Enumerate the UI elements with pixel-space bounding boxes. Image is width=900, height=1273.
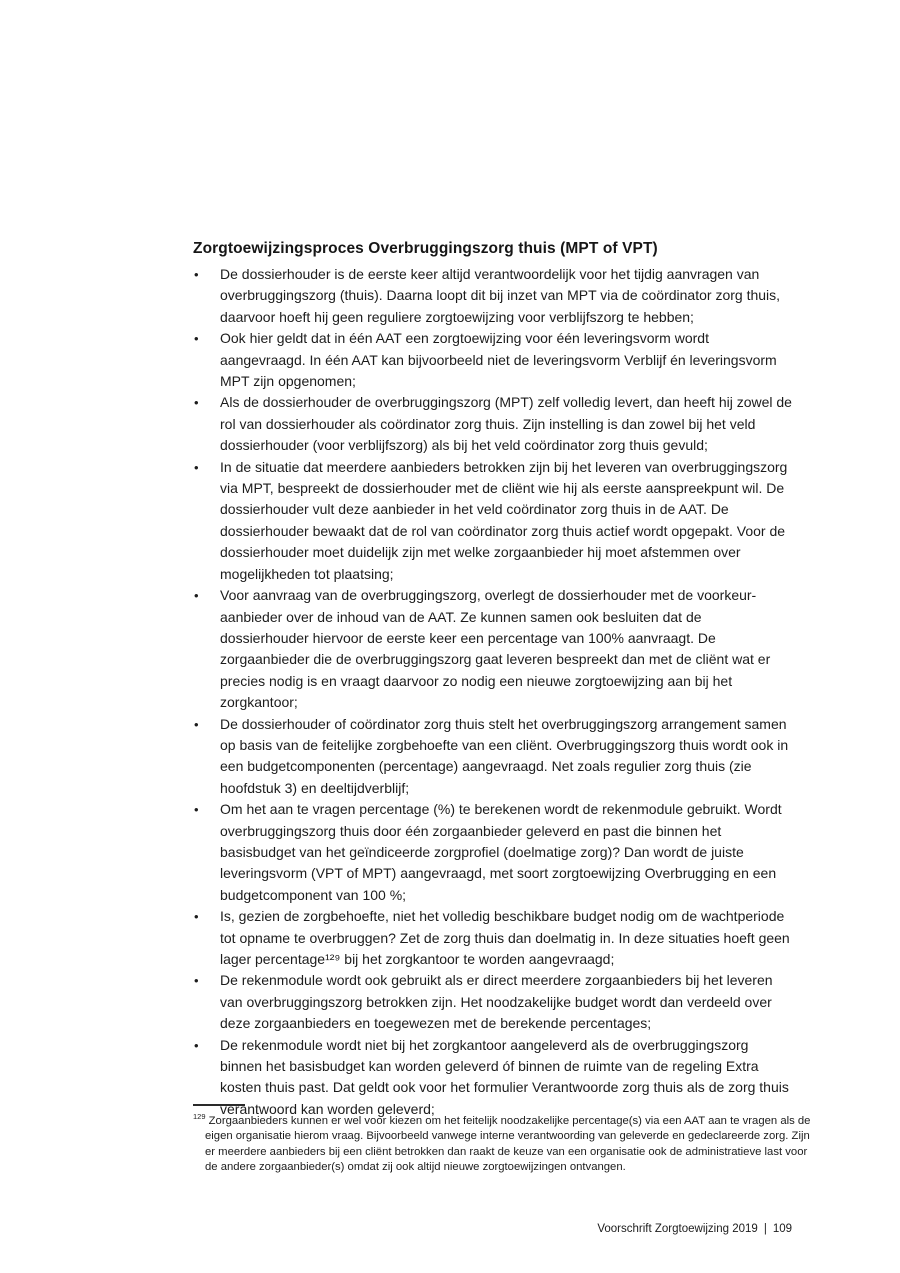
bullet-icon: • [194,909,199,925]
page-content [193,238,794,1120]
bullet-list [193,264,794,1120]
list-item-text: Ook hier geldt dat in één AAT een zorgtoewijzing voor één leveringsvorm wordt aangevraagd. In één AAT kan bijvoorbeeld niet de leveringsvorm Verblijf én leveringsvorm MPT zijn opgenomen; [220,330,777,390]
list-item [193,799,794,906]
page-footer [597,1222,792,1236]
footnote [193,1114,815,1176]
footnote-section [193,1104,815,1176]
list-item-text: De dossierhouder of coördinator zorg thuis stelt het overbruggingszorg arrangement samen op basis van de feitelijke zorgbehoefte van een cliënt. Overbruggingszorg thuis wordt ook in een budgetcomponenten (percentage) aangevraagd. Net zoals regulier zorg thuis (zie hoofdstuk 3) en deeltijdverblijf; [220,715,789,796]
bullet-icon: • [194,973,199,989]
bullet-icon: • [194,1037,199,1053]
footnote-text: Zorgaanbieders kunnen er wel voor kiezen om het feitelijk noodzakelijke percentage(s) via een AAT aan te vragen als de eigen organisatie hierom vraag. Bijvoorbeeld vanwege interne verantwoording van geleverde en gedeclareerde zorg. Zijn er meerdere aanbieders bij een cliënt betrokken dan raakt de keuze van een organisatie ook de administratieve last voor de andere zorgaanbieder(s) omdat zij ook altijd nieuwe zorgtoewijzingen ontvangen. [205,1115,811,1174]
bullet-icon: • [194,331,199,347]
footnote-separator-rule [193,1104,245,1106]
list-item-text: In de situatie dat meerdere aanbieders betrokken zijn bij het leveren van overbruggingszorg via MPT, bespreekt de dossierhouder met de cliënt wie hij als eerste aanspreekpunt wil. De dossierhouder vult deze aanbieder in het veld coördinator zorg thuis in de AAT. De dossierhouder bewaakt dat de rol van coördinator zorg thuis actief wordt opgepakt. Voor de dossierhouder moet duidelijk zijn met welke zorgaanbieder hij moet afstemmen over mogelijkheden tot plaatsing; [220,458,788,582]
section-heading: Zorgtoewijzingsproces Overbruggingszorg thuis (MPT of VPT) [193,240,658,257]
list-item-text: Om het aan te vragen percentage (%) te berekenen wordt de rekenmodule gebruikt. Wordt overbruggingszorg thuis door één zorgaanbieder geleverd en past die binnen het basisbudget van het geïndiceerde zorgprofiel (doelmatige zorg)? Dan wordt de juiste leveringsvorm (VPT of MPT) aangevraagd, met soort zorgtoewijzing Overbrugging en een budgetcomponent van 100 %; [220,801,782,903]
footer-page-number: 109 [772,1223,792,1235]
list-item [193,714,794,800]
footer-doc-title: Voorschrift Zorgtoewijzing 2019 [597,1223,758,1235]
bullet-icon: • [194,588,199,604]
list-item [193,906,794,970]
list-item [193,264,794,328]
list-item [193,392,794,456]
list-item-text: Voor aanvraag van de overbruggingszorg, overlegt de dossierhouder met de voorkeur-aanbieder over de inhoud van de AAT. Ze kunnen samen ook besluiten dat de dossierhouder hiervoor de eerste keer een percentage van 100% aanvraagt. De zorgaanbieder die de overbruggingszorg gaat leveren bespreekt dan met de cliënt wat er precies nodig is en vraagt daarvoor zo nodig een nieuwe zorgtoewijzing aan bij het zorgkantoor; [220,587,771,711]
bullet-icon: • [194,716,199,732]
bullet-icon: • [194,459,199,475]
list-item [193,457,794,585]
footer-separator: | [763,1223,767,1235]
list-item-text: De rekenmodule wordt ook gebruikt als er direct meerdere zorgaanbieders bij het leveren van overbruggingszorg betrokken zijn. Het noodzakelijke budget wordt dan verdeeld over deze zorgaanbieders en toegewezen met de berekende percentages; [220,972,773,1032]
footnote-marker: 129 [193,1112,206,1122]
list-item [193,970,794,1034]
list-item-text: Is, gezien de zorgbehoefte, niet het volledig beschikbare budget nodig om de wachtperiode tot opname te overbruggen? Zet de zorg thuis dan doelmatig in. In deze situaties hoeft geen lager percentage¹²⁹ bij het zorgkantoor te worden aangevraagd; [220,908,790,967]
list-item [193,328,794,392]
bullet-icon: • [194,267,199,282]
list-item-text: De rekenmodule wordt niet bij het zorgkantoor aangeleverd als de overbruggingszorg binnen het basisbudget kan worden geleverd óf binnen de ruimte van de regeling Extra kosten thuis past. Dat geldt ook voor het formulier Verantwoorde zorg thuis als de zorg thuis verantwoord kan worden geleverd; [220,1036,789,1117]
list-item [193,585,794,713]
bullet-icon: • [194,802,199,818]
list-item-text: Als de dossierhouder de overbruggingszorg (MPT) zelf volledig levert, dan heeft hij zowel de rol van dossierhouder als coördinator zorg thuis. Zijn instelling is dan zowel bij het veld dossierhouder (voor verblijfszorg) als bij het veld coördinator zorg thuis gevuld; [220,394,792,454]
bullet-icon: • [194,395,199,411]
list-item-text: De dossierhouder is de eerste keer altijd verantwoordelijk voor het tijdig aanvragen van overbruggingszorg (thuis). Daarna loopt dit bij inzet van MPT via de coördinator zorg thuis, daarvoor hoeft hij geen reguliere zorgtoewijzing voor verblijfszorg te hebben; [220,266,781,325]
